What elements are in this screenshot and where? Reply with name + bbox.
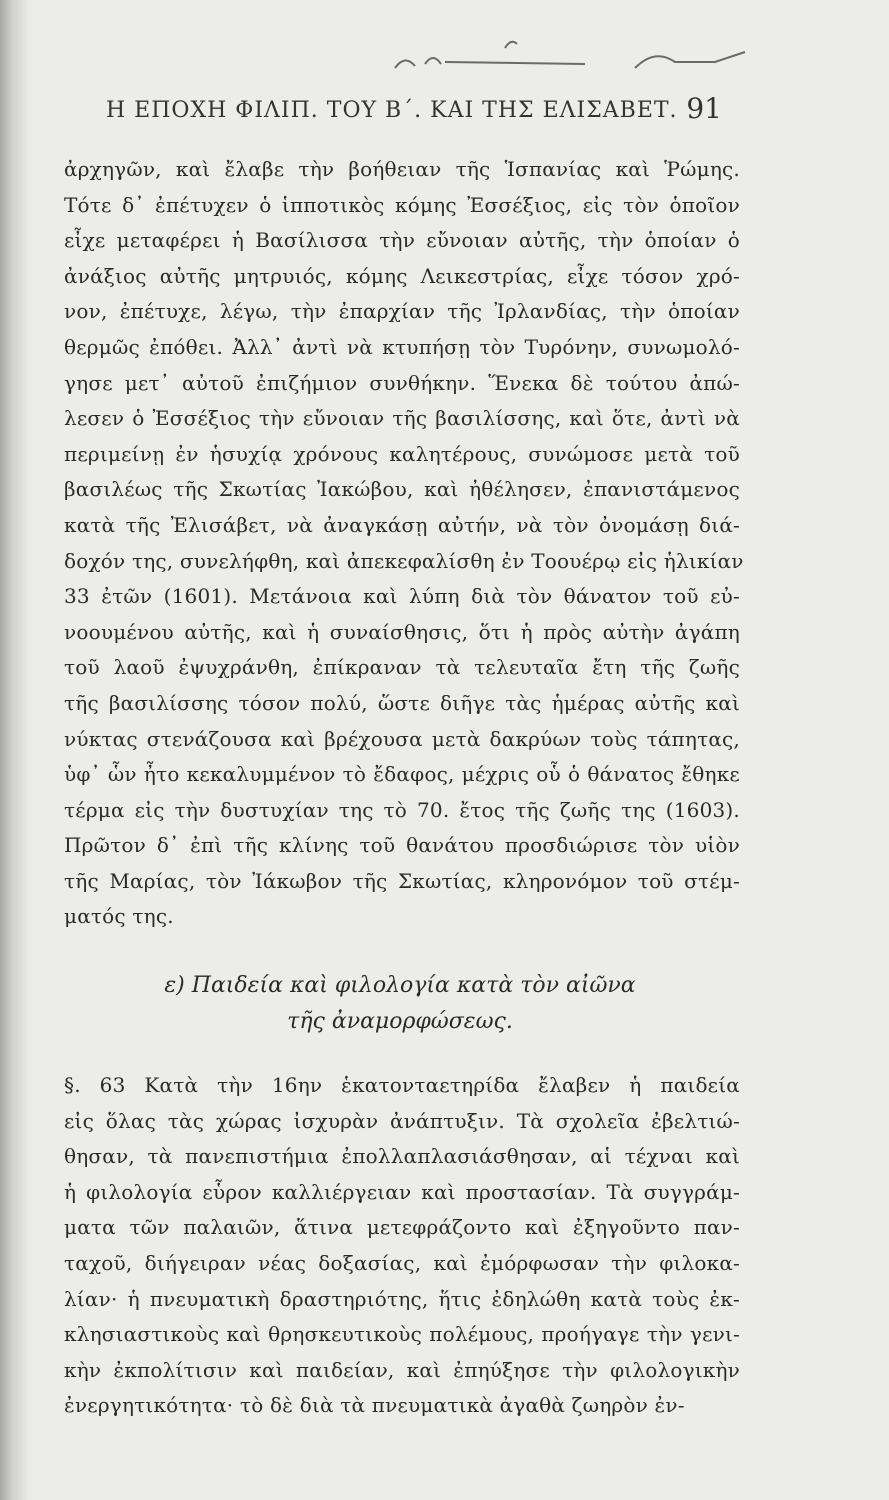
text-line: τοῦ λαοῦ ἐψυχράνθη, ἐπίκραναν τὰ τελευταῖα ἔτη τῆς ζωῆς	[64, 655, 740, 680]
text-line: τέρμα εἰς τὴν δυστυχίαν της τὸ 70. ἔτος τῆς ζωῆς της (1603).	[64, 797, 740, 822]
text-line: ταχοῦ, διήγειραν νέας δοξασίας, καὶ ἐμόρφωσαν τὴν φιλοκα-	[64, 1250, 740, 1275]
text-line: 33 ἐτῶν (1601). Μετάνοια καὶ λύπη διὰ τὸν θάνατον τοῦ εὐ-	[64, 584, 740, 609]
text-line: εἶχε μεταφέρει ἡ Βασίλισσα τὴν εὔνοιαν αὐτῆς, τὴν ὁποίαν ὁ	[64, 228, 740, 253]
text-line: ὑφ᾽ ὧν ἦτο κεκαλυμμένον τὸ ἔδαφος, μέχρις οὗ ὁ θάνατος ἔθηκε	[64, 762, 740, 787]
section-heading-line-1: ε) Παιδεία καὶ φιλολογία κατὰ τὸν αἰῶνα	[164, 973, 636, 998]
text-line: εἰς ὅλας τὰς χώρας ἰσχυρὰν ἀνάπτυξιν. Τὰ σχολεῖα ἐβελτιώ-	[64, 1108, 740, 1133]
section-heading-line-2: τῆς ἀναμορφώσεως.	[287, 1009, 513, 1034]
text-line: §. 63 Κατὰ τὴν 16ην ἑκατονταετηρίδα ἔλαβεν ἡ παιδεία	[64, 1073, 740, 1097]
page-header	[106, 92, 726, 132]
text-line: γησε μετ᾽ αὐτοῦ ἐπιζήμιον συνθήκην. Ἕνεκα δὲ τούτου ἀπώ-	[64, 370, 740, 395]
text-line: Πρῶτον δ᾽ ἐπὶ τῆς κλίνης τοῦ θανάτου προσδιώρισε τὸν υἱὸν	[64, 833, 740, 858]
running-title: Η ΕΠΟΧΗ ΦΙΛΙΠ. ΤΟΥ Β΄. ΚΑΙ ΤΗΣ ΕΛΙΣΑΒΕΤ.	[106, 98, 678, 123]
text-line: κατὰ τῆς Ἐλισάβετ, νὰ ἀναγκάσῃ αὐτήν, νὰ τὸν ὀνομάσῃ διά-	[64, 512, 740, 537]
text-line: θησαν, τὰ πανεπιστήμια ἐπολλαπλασιάσθησαν, αἱ τέχναι καὶ	[64, 1144, 740, 1169]
text-line: δοχόν της, συνελήφθη, καὶ ἀπεκεφαλίσθη ἐν Τοουέρῳ εἰς ἡλικίαν	[64, 548, 744, 573]
text-line: ἡ φιλολογία εὗρον καλλιέργειαν καὶ προστασίαν. Τὰ συγγράμ-	[64, 1179, 740, 1204]
text-line: λίαν· ἡ πνευματικὴ δραστηριότης, ἥτις ἐδηλώθη κατὰ τοὺς ἐκ-	[64, 1286, 740, 1311]
text-line: τῆς Μαρίας, τὸν Ἰάκωβον τῆς Σκωτίας, κληρονόμον τοῦ στέμ-	[64, 868, 740, 893]
text-line: θερμῶς ἐπόθει. Ἀλλ᾽ ἀντὶ νὰ κτυπήσῃ τὸν Τυρόνην, συνωμολό-	[64, 334, 740, 359]
text-line: ματα τῶν παλαιῶν, ἅτινα μετεφράζοντο καὶ ἐξηγοῦντο παν-	[64, 1215, 740, 1240]
text-line: ἀνάξιος αὐτῆς μητρυιός, κόμης Λεικεστρίας, εἶχε τόσον χρό-	[64, 263, 740, 288]
text-line: λεσεν ὁ Ἐσσέξιος τὴν εὔνοιαν τῆς βασιλίσσης, καὶ ὅτε, ἀντὶ νὰ	[64, 406, 740, 431]
text-line: κλησιαστικοὺς καὶ θρησκευτικοὺς πολέμους, προήγαγε τὴν γενι-	[64, 1322, 740, 1347]
text-line: νύκτας στενάζουσα καὶ βρέχουσα μετὰ δακρύων τοὺς τάπητας,	[64, 726, 740, 751]
text-line: βασιλέως τῆς Σκωτίας Ἰακώβου, καὶ ἠθέλησεν, ἐπανιστάμενος	[64, 477, 740, 502]
page-number: 91	[686, 92, 722, 125]
text-line: ματός της.	[64, 904, 174, 929]
text-line: ἀρχηγῶν, καὶ ἔλαβε τὴν βοήθειαν τῆς Ἱσπανίας καὶ Ῥώμης.	[64, 157, 740, 181]
section-heading	[150, 968, 650, 1040]
text-line: κὴν ἐκπολίτισιν καὶ παιδείαν, καὶ ἐπηύξησε τὴν φιλολογικὴν	[64, 1357, 740, 1382]
text-line: νον, ἐπέτυχε, λέγω, τὴν ἐπαρχίαν τῆς Ἰρλανδίας, τὴν ὁποίαν	[64, 299, 740, 324]
text-line: ἐνεργητικότητα· τὸ δὲ διὰ τὰ πνευματικὰ ἀγαθὰ ζωηρὸν ἐν-	[64, 1393, 685, 1418]
text-line: τῆς βασιλίσσης τόσον πολύ, ὥστε διῆγε τὰς ἡμέρας αὐτῆς καὶ	[64, 690, 740, 715]
text-line: Τότε δ᾽ ἐπέτυχεν ὁ ἱπποτικὸς κόμης Ἐσσέξιος, εἰς τὸν ὁποῖον	[64, 192, 740, 217]
text-line: περιμείνῃ ἐν ἡσυχίᾳ χρόνους καλητέρους, συνώμοσε μετὰ τοῦ	[64, 441, 740, 466]
text-line: νοουμένου αὐτῆς, καὶ ἡ συναίσθησις, ὅτι ἡ πρὸς αὐτὴν ἀγάπη	[64, 619, 740, 644]
paragraph-1	[64, 152, 744, 935]
paragraph-2	[64, 1068, 740, 1424]
page-gutter-shadow	[0, 0, 30, 1500]
